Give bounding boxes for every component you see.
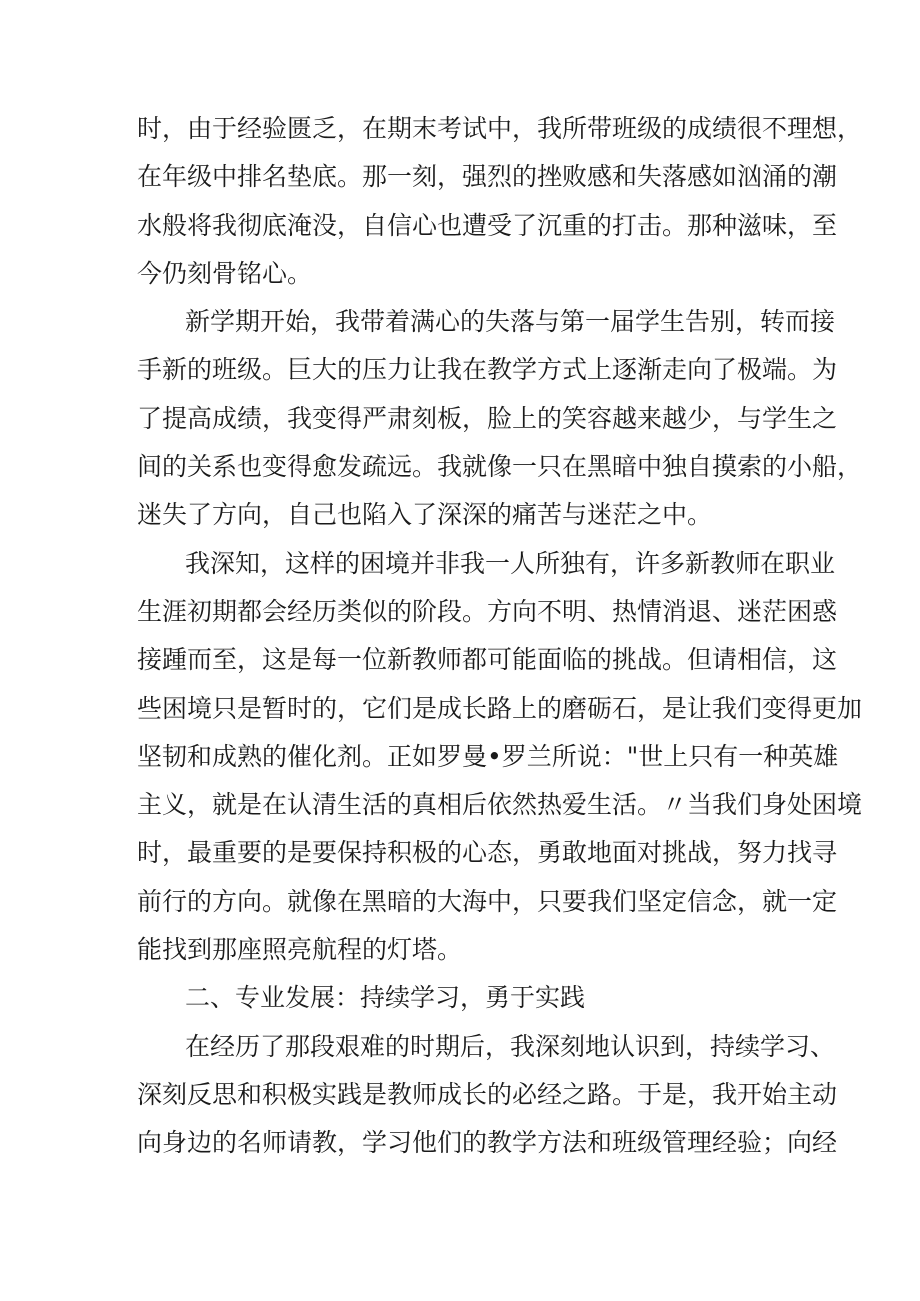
text-line: 在年级中排名垫底。那一刻，强烈的挫败感和失落感如汹涌的潮 — [137, 162, 838, 192]
text-line: 水般将我彻底淹没，自信心也遭受了沉重的打击。那种滋味，至 — [137, 210, 838, 240]
text-line: 坚韧和成熟的催化剂。正如罗曼•罗兰所说："世上只有一种英雄 — [137, 741, 839, 771]
text-line: 间的关系也变得愈发疏远。我就像一只在黑暗中独自摸索的小船， — [137, 452, 863, 482]
text-line: 深刻反思和积极实践是教师成长的必经之路。于是，我开始主动 — [137, 1079, 838, 1109]
text-line: 向身边的名师请教，学习他们的教学方法和班级管理经验；向经 — [137, 1128, 838, 1158]
text-line: 手新的班级。巨大的压力让我在教学方式上逐渐走向了极端。为 — [137, 355, 838, 385]
paragraph-4 — [137, 1023, 838, 1168]
text-line: 主义，就是在认清生活的真相后依然热爱生活。〃当我们身处困境 — [137, 790, 863, 820]
text-line: 接踵而至，这是每一位新教师都可能面临的挑战。但请相信，这 — [137, 645, 838, 675]
text-line: 今仍刻骨铭心。 — [137, 258, 313, 288]
text-line: 迷失了方向，自己也陷入了深深的痛苦与迷茫之中。 — [137, 500, 713, 530]
paragraph-1 — [137, 105, 863, 298]
text-line: 生涯初期都会经历类似的阶段。方向不明、热情消退、迷茫困惑 — [137, 596, 838, 626]
text-line: 了提高成绩，我变得严肃刻板，脸上的笑容越来越少，与学生之 — [137, 403, 838, 433]
text-line: 前行的方向。就像在黑暗的大海中，只要我们坚定信念，就一定 — [137, 886, 838, 916]
text-line: 能找到那座照亮航程的灯塔。 — [137, 935, 463, 965]
text-line: 我深知，这样的困境并非我一人所独有，许多新教师在职业 — [185, 548, 836, 578]
text-line: 时，最重要的是要保持积极的心态，勇敢地面对挑战，努力找寻 — [137, 838, 838, 868]
text-line: 新学期开始，我带着满心的失落与第一届学生告别，转而接 — [185, 307, 836, 337]
paragraph-3 — [137, 540, 863, 975]
section-heading: 二、专业发展：持续学习，勇于实践 — [185, 983, 586, 1013]
text-line: 在经历了那段艰难的时期后，我深刻地认识到，持续学习、 — [185, 1031, 836, 1061]
body-text — [137, 105, 863, 1168]
text-line: 些困境只是暂时的，它们是成长路上的磨砺石，是让我们变得更加 — [137, 693, 863, 723]
paragraph-2 — [137, 298, 863, 539]
text-line: 时，由于经验匮乏，在期末考试中，我所带班级的成绩很不理想， — [137, 114, 863, 143]
